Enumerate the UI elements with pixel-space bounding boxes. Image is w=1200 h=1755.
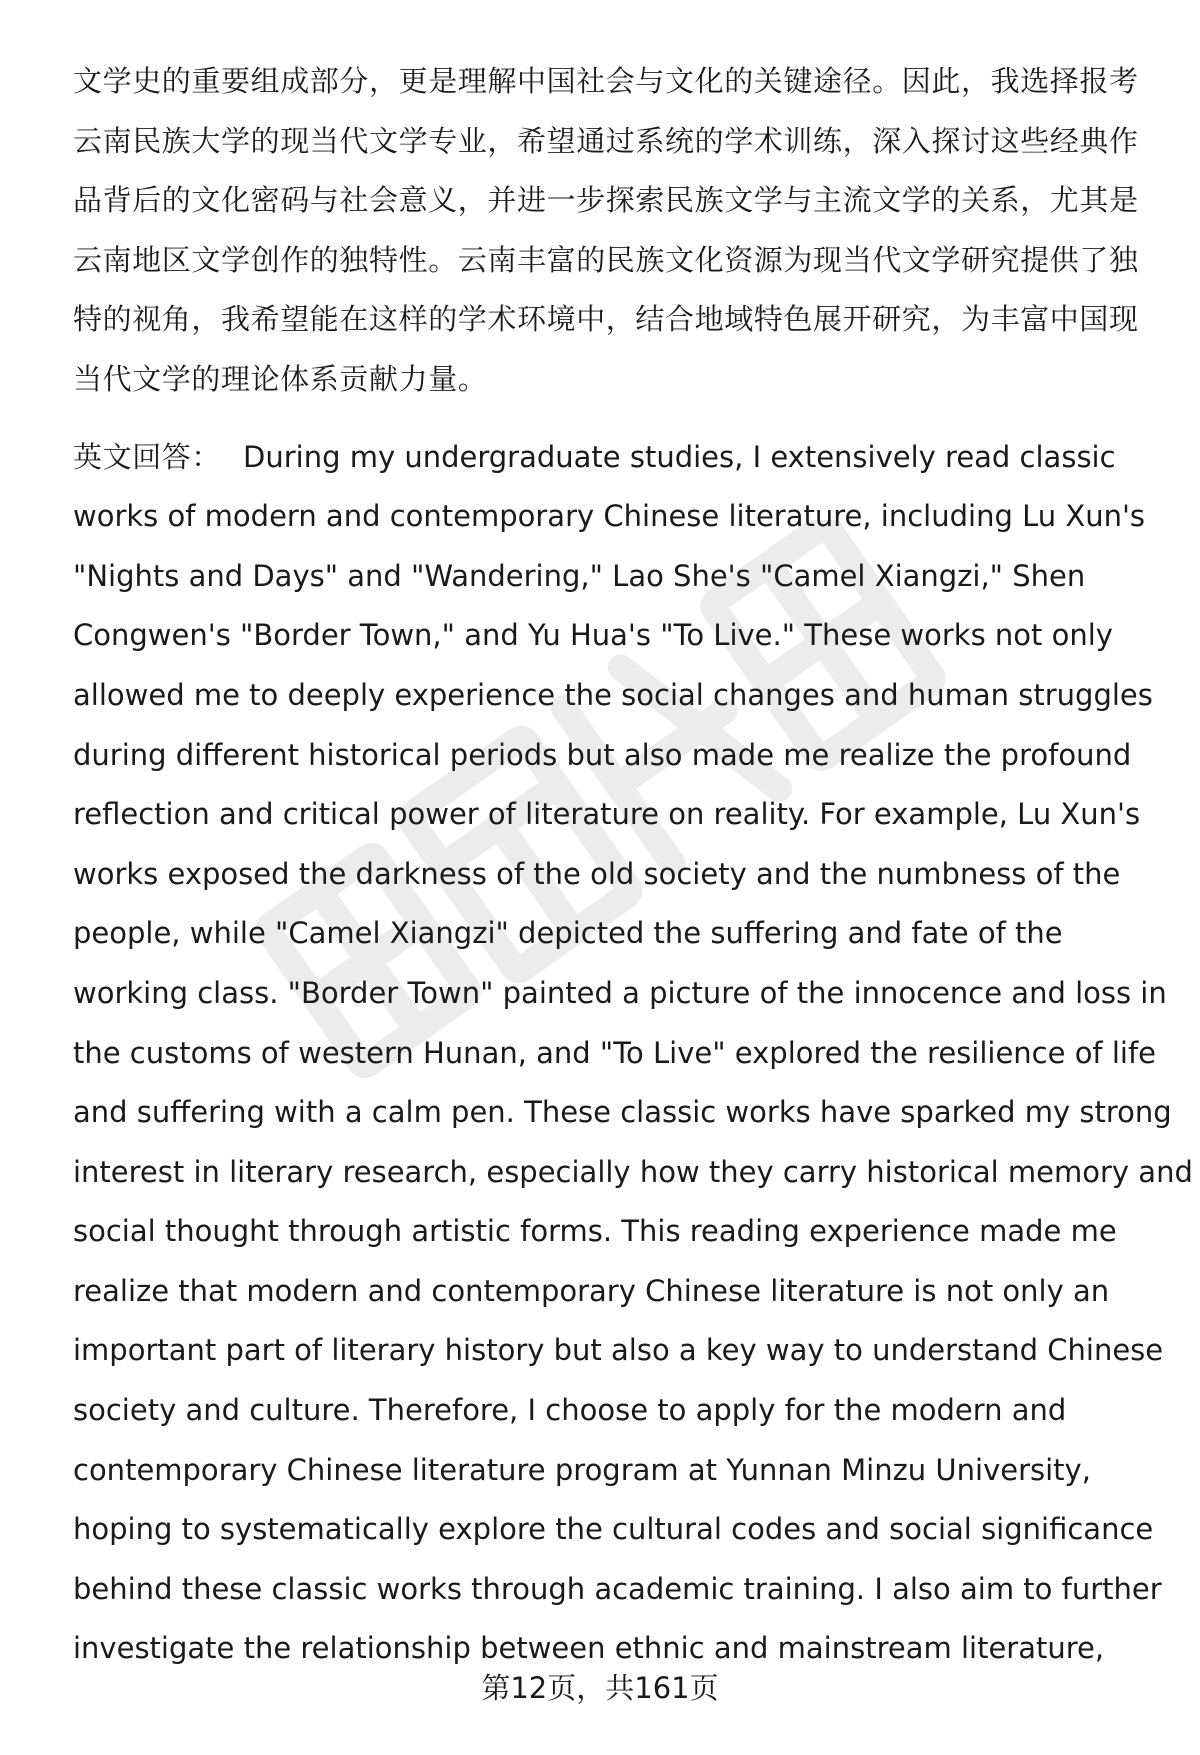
text-line: 云南民族大学的现当代文学专业，希望通过系统的学术训练，深入探讨这些经典作 [73,123,1139,158]
text-line: 品背后的文化密码与社会意义，并进一步探索民族文学与主流文学的关系，尤其是 [73,183,1139,218]
text-line: allowed me to deeply experience the social changes and human struggles [73,677,1153,712]
text-line [73,428,1153,488]
text-line: society and culture. Therefore, I choose to apply for the modern and [73,1393,1067,1428]
text-line: during different historical periods but also made me realize the profound [73,737,1132,772]
document-body [73,52,1193,1679]
text-line: 云南地区文学创作的独特性。云南丰富的民族文化资源为现当代文学研究提供了独 [73,242,1139,277]
english-answer-label: 英文回答： [73,439,222,474]
text-line: Congwen's "Border Town," and Yu Hua's "To Live." These works not only [73,618,1113,653]
text-line: behind these classic works through academic training. I also aim to further [73,1571,1162,1606]
text-line: working class. "Border Town" painted a picture of the innocence and loss in [73,975,1167,1010]
text-line: important part of literary history but also a key way to understand Chinese [73,1333,1164,1368]
text-line: social thought through artistic forms. This reading experience made me [73,1214,1117,1249]
text-line: hoping to systematically explore the cultural codes and social significance [73,1512,1154,1547]
text-line: 特的视角，我希望能在这样的学术环境中，结合地域特色展开研究，为丰富中国现 [73,302,1139,337]
english-answer [73,428,1193,1679]
text-line: works exposed the darkness of the old society and the numbness of the [73,856,1121,891]
text-line: investigate the relationship between ethnic and mainstream literature, [73,1631,1105,1666]
english-answer-first-line: During my undergraduate studies, I extensively read classic [243,439,1116,474]
text-line: people, while "Camel Xiangzi" depicted the suffering and fate of the [73,916,1063,951]
text-line: works of modern and contemporary Chinese literature, including Lu Xun's [73,499,1146,534]
text-line: the customs of western Hunan, and "To Live" explored the resilience of life [73,1035,1157,1070]
text-line: 文学史的重要组成部分，更是理解中国社会与文化的关键途径。因此，我选择报考 [73,64,1139,98]
text-line: realize that modern and contemporary Chinese literature is not only an [73,1273,1110,1308]
chinese-paragraph [73,52,1153,410]
page-number-footer: 第12页，共161页 [481,1671,719,1705]
text-line: 当代文学的理论体系贡献力量。 [73,361,488,396]
text-line: and suffering with a calm pen. These classic works have sparked my strong [73,1095,1172,1130]
text-line: "Nights and Days" and "Wandering," Lao She's "Camel Xiangzi," Shen [73,558,1086,593]
text-line: interest in literary research, especially how they carry historical memory and [73,1154,1193,1189]
text-line: reflection and critical power of literature on reality. For example, Lu Xun's [73,797,1141,832]
text-line: contemporary Chinese literature program at Yunnan Minzu University, [73,1452,1091,1487]
